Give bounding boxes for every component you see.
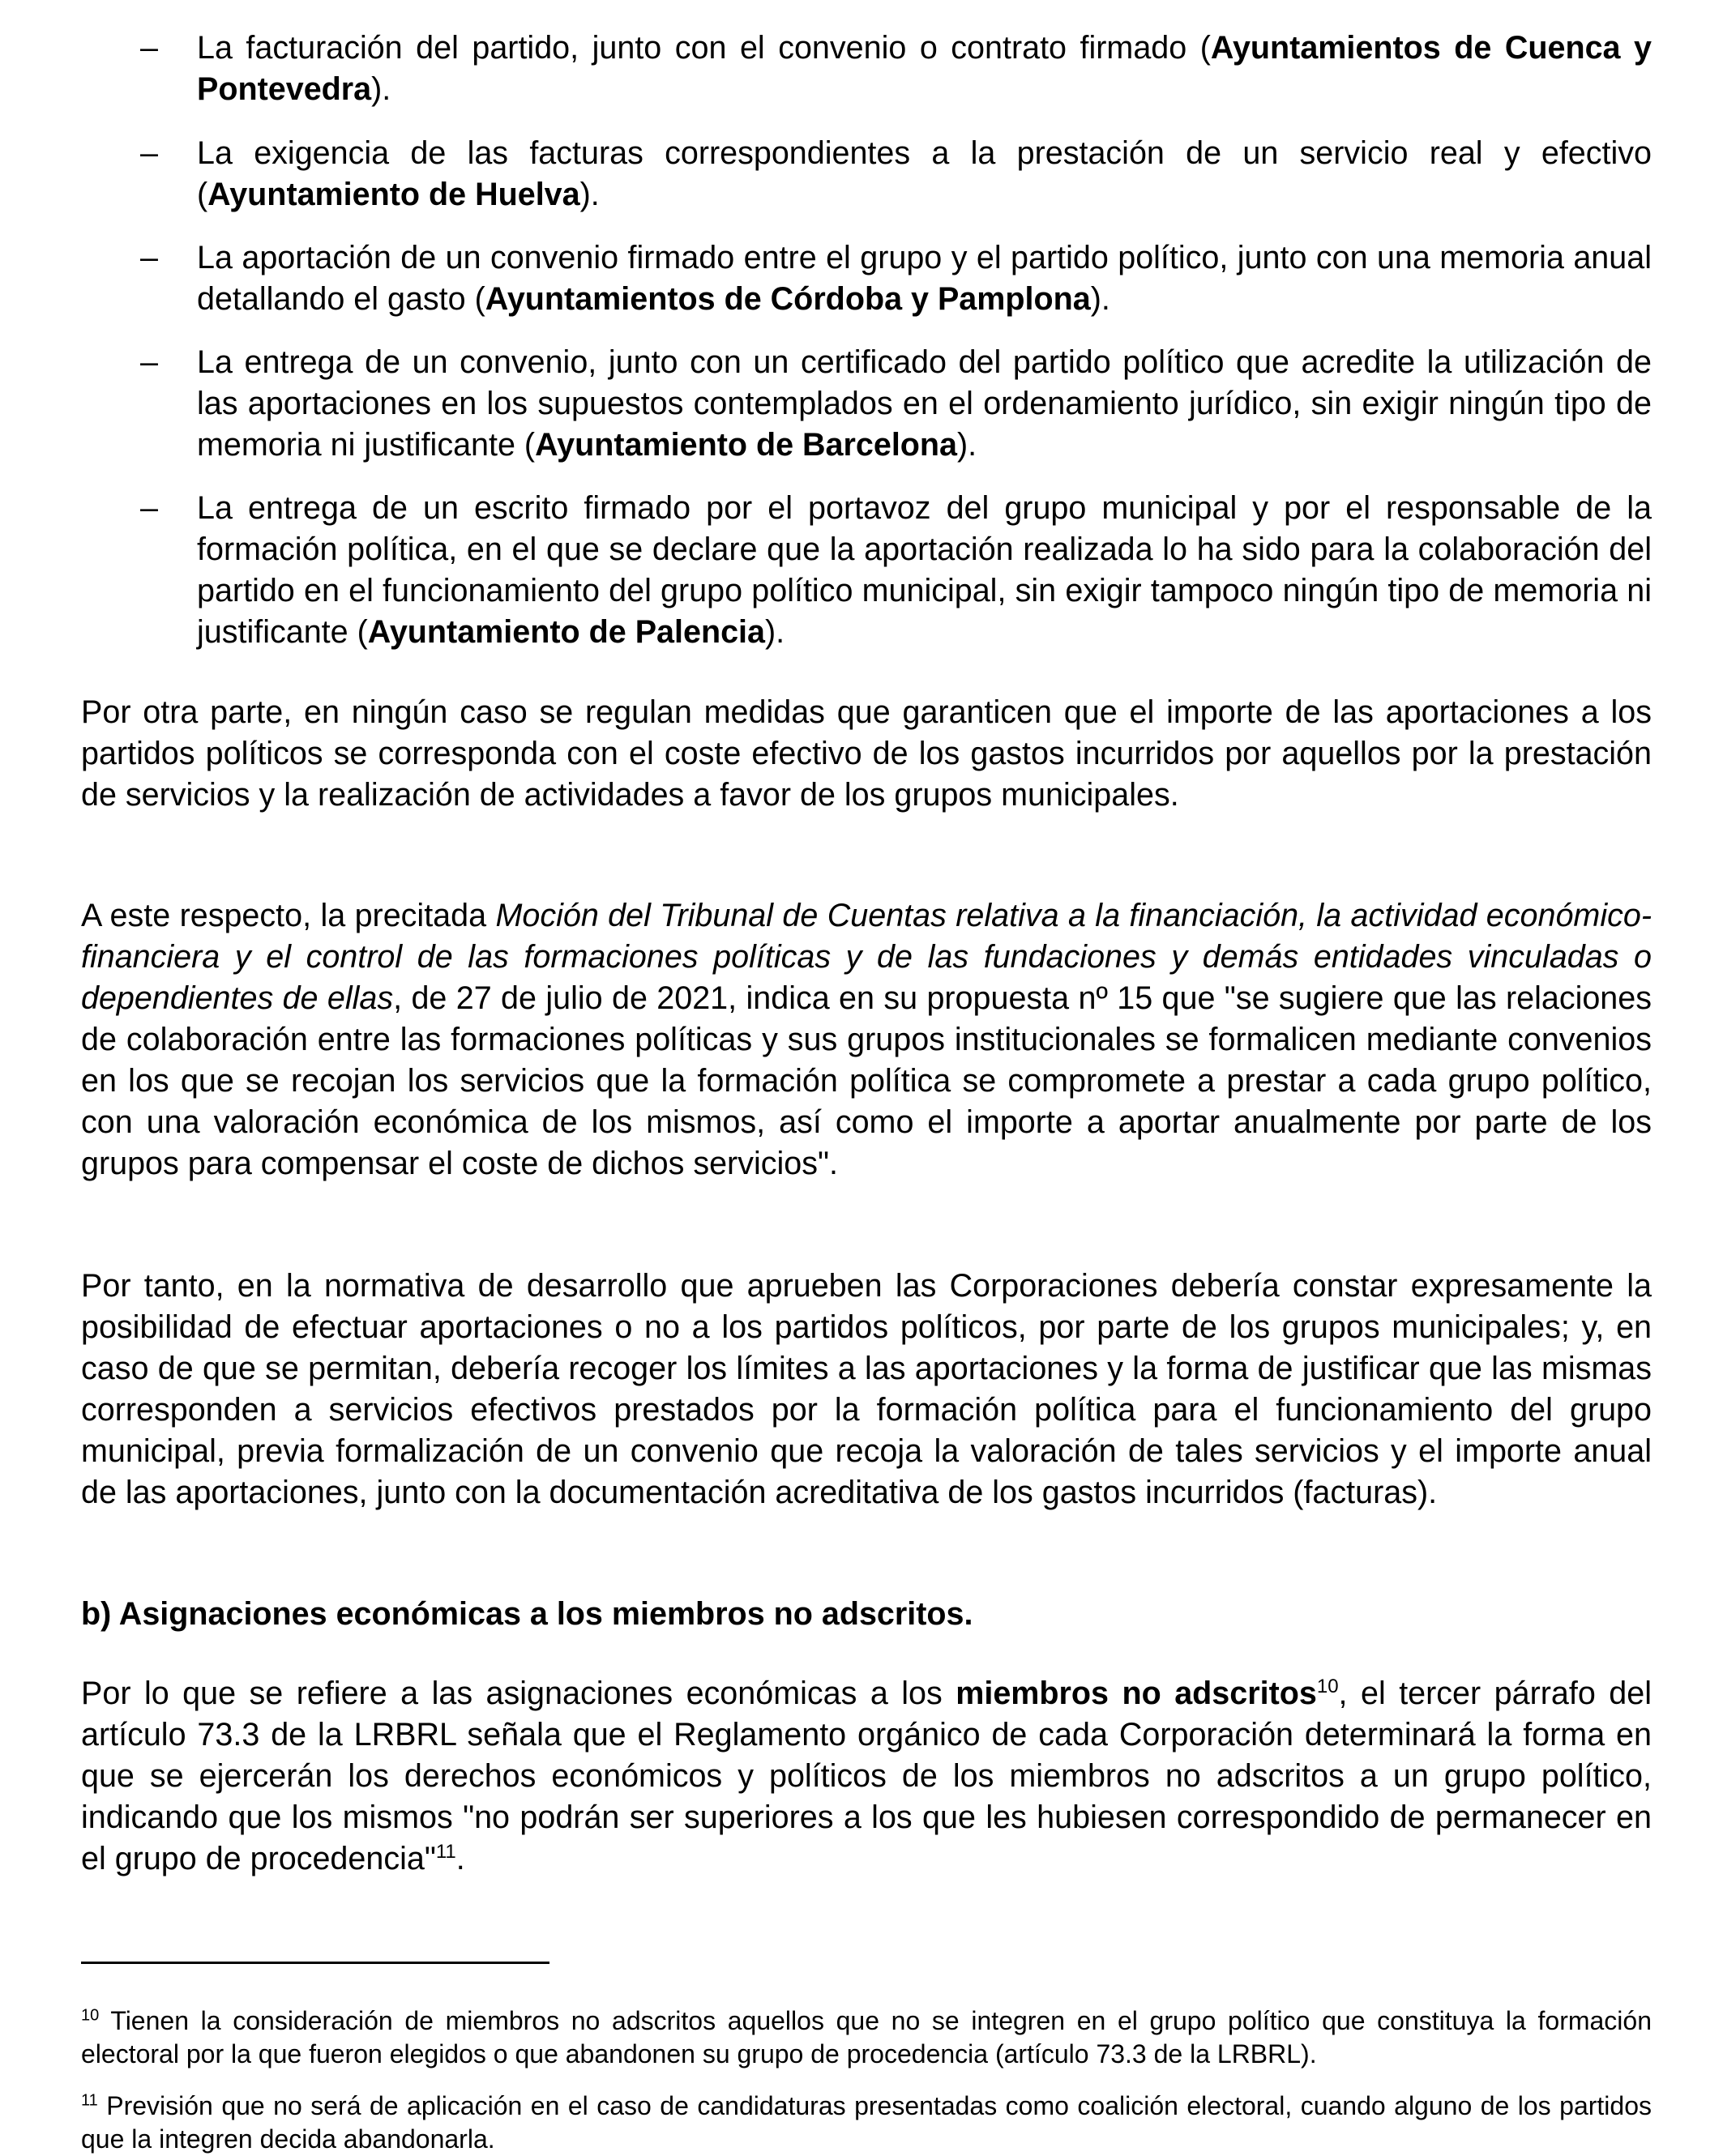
text: La exigencia de las facturas correspondientes a la prestación de un servicio real y efectivo ( xyxy=(197,135,1652,212)
footnote-ref[interactable]: 11 xyxy=(435,1840,456,1863)
paragraph-por-tanto: Por tanto, en la normativa de desarrollo que aprueben las Corporaciones debería constar expresamente la posibilidad de efectuar aportaciones o no a los partidos políticos, por parte de los grupos municipales; y, en caso de que se permitan, debería recoger los límites a las aportaciones y la forma de justificar que las mismas corresponden a servicios efectivos prestados por la formación política para el funcionamiento del grupo municipal, previa formalización de un convenio que recoja la valoración de tales servicios y el importe anual de las aportaciones, junto con la documentación acreditativa de los gastos incurridos (facturas). xyxy=(81,1268,1652,1510)
dash-bullet-icon: – xyxy=(140,344,158,380)
text: , el tercer párrafo del artículo 73.3 de la LRBRL señala que el Reglamento orgánico de cada Corporación determinará la forma en que se ejercerán los derechos económicos y políticos de los miembros no adscritos a un grupo político, indicando que los mismos "no podrán ser superiores a los que les hubiesen correspondido de permanecer en el grupo de procedencia" xyxy=(81,1676,1652,1876)
bullet-item xyxy=(140,133,1652,216)
text: ). xyxy=(371,71,391,107)
footnote-ref[interactable]: 10 xyxy=(1316,1675,1339,1697)
dash-bullet-icon: – xyxy=(140,240,158,275)
text: , de 27 de julio de 2021, indica en su propuesta nº 15 que "se sugiere que las relaciones de colaboración entre las formaciones políticas y sus grupos institucionales se formalicen mediante convenios en los que se recojan los servicios que la formación política se compromete a prestar a cada grupo político, con una valoración económica de los mismos, así como el importe a aportar anualmente por parte de los grupos para compensar el coste de dichos servicios". xyxy=(81,980,1652,1181)
text: ). xyxy=(1090,281,1110,317)
footnote xyxy=(81,2004,1652,2071)
text: La aportación de un convenio firmado entre el grupo y el partido político, junto con una memoria anual detallando el gasto ( xyxy=(197,240,1652,317)
bullet-item xyxy=(140,488,1652,653)
footnote-divider xyxy=(81,1962,549,1964)
bullet-item xyxy=(140,28,1652,110)
paragraph-otra-parte: Por otra parte, en ningún caso se regulan medidas que garanticen que el importe de las aportaciones a los partidos políticos se corresponda con el coste efectivo de los gastos incurridos por aquellos por la prestación de servicios y la realización de actividades a favor de los grupos municipales. xyxy=(81,694,1652,813)
footnote-number: 11 xyxy=(81,2091,98,2110)
bold-text: miembros no adscritos xyxy=(956,1676,1317,1711)
bold-text: Ayuntamiento de Barcelona xyxy=(535,427,958,463)
text: La entrega de un convenio, junto con un certificado del partido político que acredite la utilización de las aportaciones en los supuestos contemplados en el ordenamiento jurídico, sin exigir ningún tipo de memoria ni justificante ( xyxy=(197,344,1652,463)
text: La entrega de un escrito firmado por el portavoz del grupo municipal y por el responsable de la formación política, en el que se declare que la aportación realizada lo ha sido para la colaboración del partido en el funcionamiento del grupo político municipal, sin exigir tampoco ningún tipo de memoria ni justificante ( xyxy=(197,490,1652,650)
bold-text: Ayuntamiento de Huelva xyxy=(207,177,580,212)
section-heading: b) Asignaciones económicas a los miembros no adscritos. xyxy=(81,1596,973,1632)
dash-bullet-icon: – xyxy=(140,30,158,66)
italic-title: Moción del Tribunal de Cuentas relativa a la financiación, la actividad económico-financiera y el control de las formaciones políticas y de las fundaciones y demás entidades vinculadas o dependientes de ellas xyxy=(81,898,1652,1016)
dash-bullet-icon: – xyxy=(140,490,158,526)
paragraph-respecto xyxy=(81,895,1652,1185)
footnote-number: 10 xyxy=(81,2006,100,2025)
text: La facturación del partido, junto con el convenio o contrato firmado ( xyxy=(197,30,1211,66)
bold-text: Ayuntamientos de Córdoba y Pamplona xyxy=(485,281,1091,317)
text: A este respecto, la precitada xyxy=(81,898,496,933)
footnote xyxy=(81,2090,1652,2156)
dash-bullet-icon: – xyxy=(140,135,158,171)
bullet-item xyxy=(140,342,1652,466)
footnote-text: Tienen la consideración de miembros no adscritos aquellos que no se integren en el grupo político que constituya la formación electoral por la que fueron elegidos o que abandonen su grupo de procedencia (artículo 73.3 de la LRBRL). xyxy=(81,2006,1652,2068)
text: ). xyxy=(579,177,600,212)
text: ). xyxy=(765,614,785,650)
footnote-text: Previsión que no será de aplicación en el caso de candidaturas presentadas como coalición electoral, cuando alguno de los partidos que la integren decida abandonarla. xyxy=(81,2091,1652,2154)
paragraph-no-adscritos xyxy=(81,1673,1652,1880)
bold-text: Ayuntamientos de Cuenca y Pontevedra xyxy=(197,30,1652,107)
bold-text: Ayuntamiento de Palencia xyxy=(367,614,765,650)
text: . xyxy=(455,1841,465,1876)
text: Por lo que se refiere a las asignaciones económicas a los xyxy=(81,1676,956,1711)
text: ). xyxy=(957,427,977,463)
bullet-item xyxy=(140,237,1652,320)
